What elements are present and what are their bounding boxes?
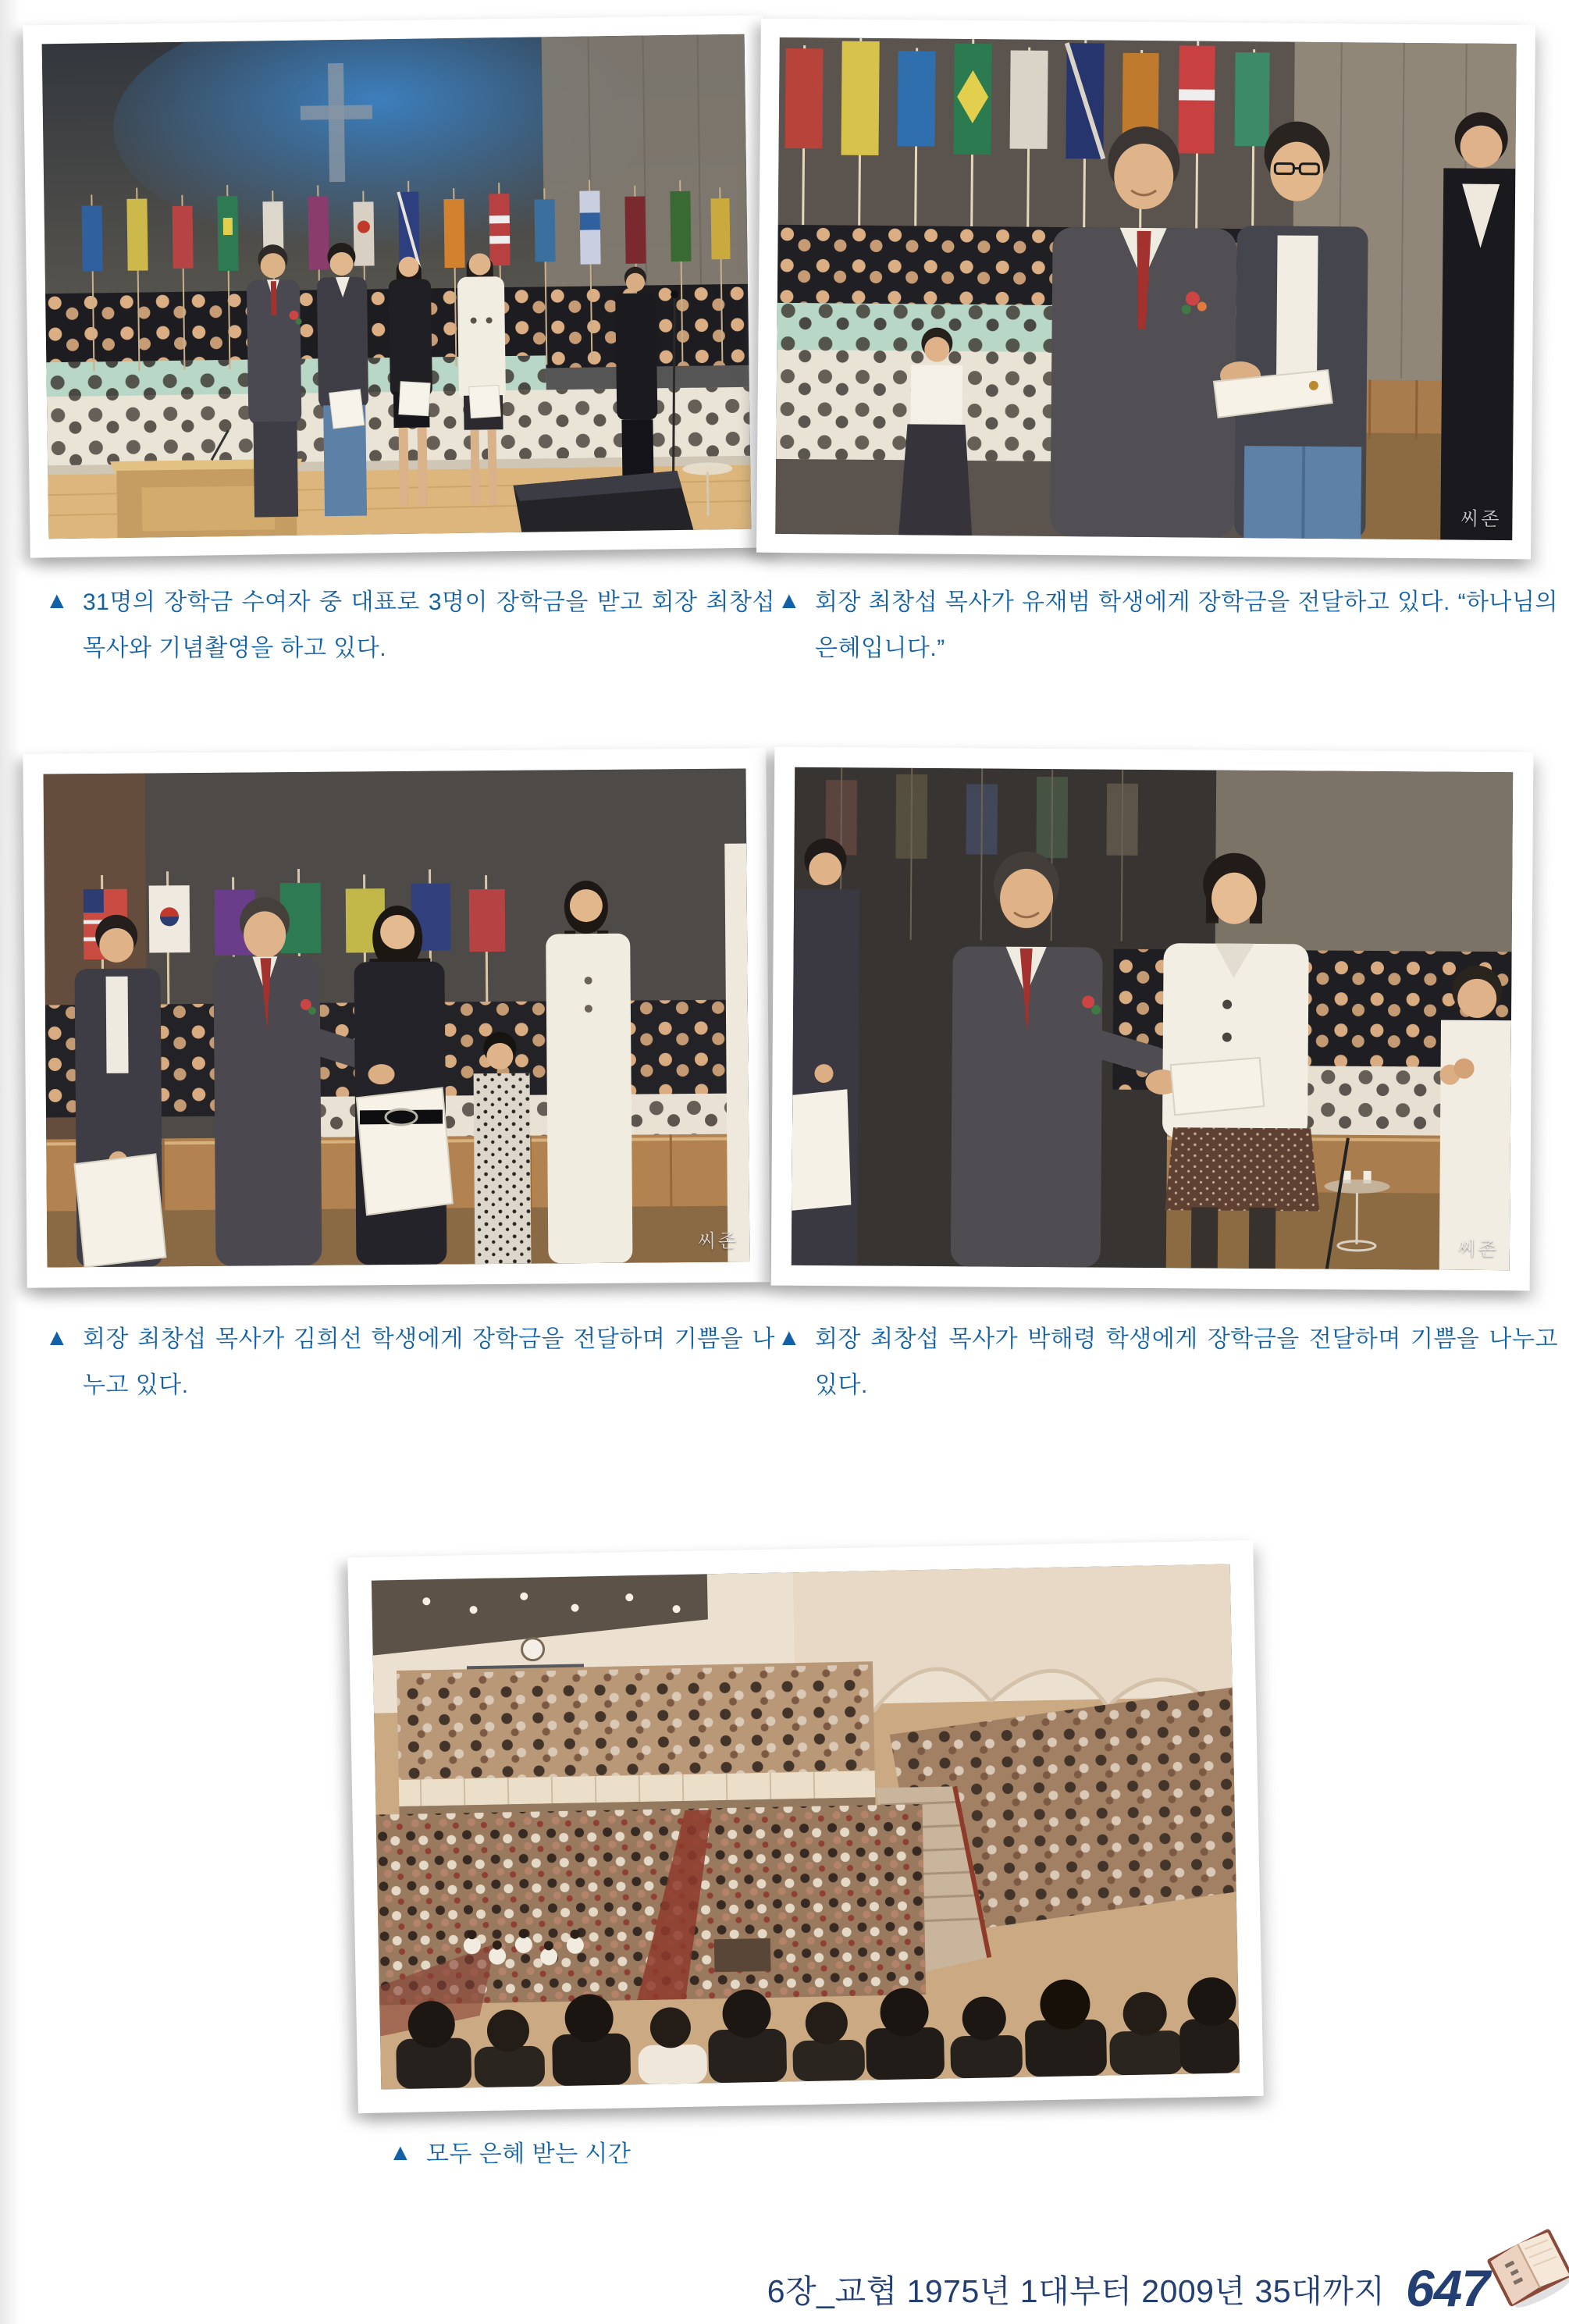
person-student-partial-left: [792, 838, 860, 1266]
caption-yujaebeom: [777, 579, 1558, 671]
photo-watermark: 씨존: [1457, 1238, 1500, 1261]
photo-watermark: 씨존: [697, 1230, 739, 1252]
photo-handshake-yujaebeom: [756, 19, 1535, 560]
photo-handshake-parkhaeryeong-image: [792, 767, 1513, 1270]
caption-triangle-marker: ▲: [777, 1325, 802, 1351]
caption-text: 모두 은혜 받는 시간: [426, 2141, 632, 2167]
sanctuary-illustration: [372, 1564, 1240, 2090]
handshake-illustration-2: [44, 768, 750, 1267]
caption-text: 회장 최창섭 목사가 박해령 학생에게 장학금을 전달하며 기쁨을 나누고 있다.: [815, 1326, 1558, 1398]
person-woman-right: [1440, 112, 1516, 540]
caption-kimhuiseon: [45, 1316, 775, 1408]
caption-triangle-marker: ▲: [777, 588, 802, 614]
photo-handshake-kimhuiseon: [23, 748, 770, 1287]
person-student-male: [316, 243, 370, 517]
photo-congregation-wide: [347, 1540, 1263, 2113]
photo-watermark: 씨존: [1460, 508, 1502, 530]
photo-handshake-parkhaeryeong: [771, 747, 1534, 1291]
caption-triangle-marker: ▲: [45, 588, 69, 614]
handshake-illustration-3: [792, 767, 1513, 1270]
stage-group-illustration: [42, 34, 752, 539]
caption-text: 회장 최창섭 목사가 유재범 학생에게 장학금을 전달하고 있다. “하나님의 은혜입니다.”: [815, 589, 1558, 661]
caption-triangle-marker: ▲: [45, 1325, 69, 1351]
page-footer: [0, 2255, 1489, 2317]
person-president: [246, 244, 304, 518]
caption-group-photo: [45, 579, 775, 671]
person-woman-whitecoat: [546, 881, 633, 1264]
photo-handshake-yujaebeom-image: [775, 37, 1517, 540]
caption-parkhaeryeong: [777, 1316, 1558, 1408]
caption-text: 31명의 장학금 수여자 중 대표로 3명이 장학금을 받고 회장 최창섭 목사와 기념촬영을 하고 있다.: [83, 589, 775, 661]
photo-handshake-kimhuiseon-image: [44, 768, 750, 1267]
caption-text: 회장 최창섭 목사가 김희선 학생에게 장학금을 전달하며 기쁨을 나누고 있다.: [83, 1326, 775, 1398]
caption-congregation: [389, 2131, 973, 2177]
open-book-icon: [1486, 2219, 1569, 2320]
chapter-title: 6장_교협 1975년 1대부터 2009년 35대까지: [767, 2273, 1386, 2309]
photo-scholarship-group: [23, 15, 770, 557]
handshake-illustration: [775, 37, 1517, 540]
page-number: 647: [1405, 2259, 1489, 2317]
photo-congregation-wide-image: [372, 1564, 1240, 2090]
photo-scholarship-group-image: [42, 34, 752, 539]
caption-triangle-marker: ▲: [389, 2140, 413, 2166]
